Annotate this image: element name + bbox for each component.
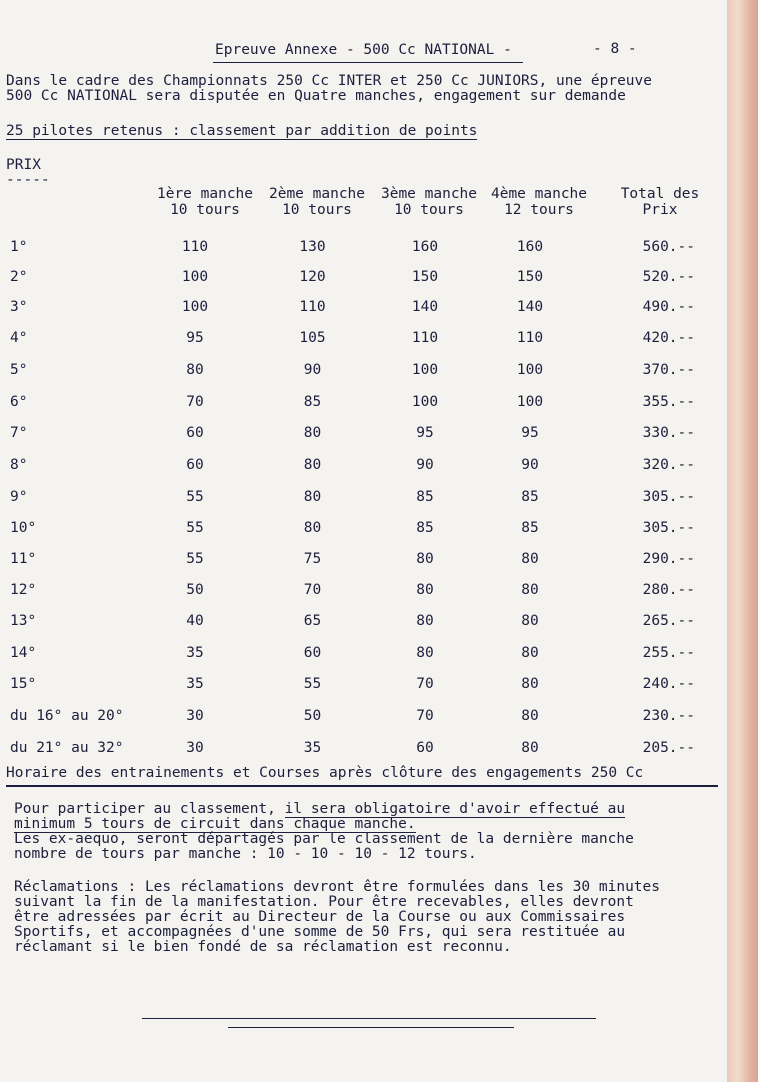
row-m4: 140	[516, 299, 544, 315]
row-total: 290.--	[642, 551, 695, 567]
row-m3: 85	[416, 489, 434, 505]
row-total: 370.--	[642, 362, 695, 378]
row-m1: 60	[186, 425, 204, 441]
row-m3: 80	[416, 582, 434, 598]
row-m2: 130	[299, 239, 326, 255]
row-m1: 100	[181, 269, 209, 285]
row-m3: 85	[416, 520, 434, 536]
row-total: 520.--	[642, 269, 695, 285]
row-m3: 80	[416, 551, 434, 567]
row-m3: 90	[416, 457, 434, 473]
row-m1: 55	[186, 489, 204, 505]
row-m2: 85	[303, 394, 322, 410]
row-m2: 90	[303, 362, 322, 378]
row-m4: 150	[516, 269, 544, 285]
row-m3: 80	[416, 613, 434, 629]
row-place: 8°	[10, 457, 28, 473]
row-place: 12°	[10, 582, 37, 598]
row-total: 490.--	[642, 299, 695, 315]
column-header-3: 3ème manche	[380, 186, 478, 202]
row-m2: 80	[303, 489, 322, 505]
row-m1: 30	[186, 740, 204, 756]
selection-rule: 25 pilotes retenus : classement par addition de points	[6, 123, 478, 139]
row-m4: 80	[521, 582, 539, 598]
row-place: 4°	[10, 330, 28, 346]
column-subheader-5: Prix	[642, 202, 678, 218]
row-m4: 80	[521, 708, 539, 724]
row-m1: 60	[186, 457, 204, 473]
row-total: 560.--	[642, 239, 695, 255]
row-m2: 60	[303, 645, 322, 661]
classement-line-4: nombre de tours par manche : 10 - 10 - 10 - 12 tours.	[14, 846, 477, 862]
row-place: 7°	[10, 425, 28, 441]
horaire-underline	[6, 785, 718, 787]
row-m1: 80	[186, 362, 204, 378]
classement-line-3: Les ex-aequo, seront départagés par le classement de la dernière manche	[14, 831, 634, 847]
row-m4: 95	[521, 425, 539, 441]
horaire-heading: Horaire des entrainements et Courses après clôture des engagements 250 Cc	[6, 765, 644, 781]
row-m2: 75	[303, 551, 322, 567]
row-place: 1°	[10, 239, 28, 255]
row-place: 11°	[10, 551, 37, 567]
row-m2: 80	[303, 457, 322, 473]
row-m2: 35	[303, 740, 322, 756]
classement-line-2: minimum 5 tours de circuit dans chaque manche.	[14, 816, 416, 832]
row-total: 255.--	[642, 645, 695, 661]
column-header-1: 1ère manche	[156, 186, 254, 202]
reclamations-line-4: Sportifs, et accompagnées d'une somme de 50 Frs, qui sera restituée au	[14, 924, 626, 940]
row-m3: 60	[416, 740, 434, 756]
row-m1: 30	[186, 708, 204, 724]
closing-rule-1	[142, 1018, 596, 1019]
row-m2: 55	[303, 676, 322, 692]
row-place: 5°	[10, 362, 28, 378]
reclamations-line-1: Réclamations : Les réclamations devront être formulées dans les 30 minutes	[14, 879, 661, 895]
row-m4: 80	[521, 645, 539, 661]
row-m4: 80	[521, 551, 539, 567]
row-m3: 150	[411, 269, 439, 285]
row-total: 280.--	[642, 582, 695, 598]
page-header-title: Epreuve Annexe - 500 Cc NATIONAL -	[215, 42, 512, 58]
reclamations-line-2: suivant la fin de la manifestation. Pour être recevables, elles devront	[14, 894, 634, 910]
classement-line-1-text: Pour participer au classement,	[14, 801, 285, 817]
column-header-5: Total des	[620, 186, 700, 202]
row-m2: 105	[299, 330, 326, 346]
header-underline	[213, 62, 523, 63]
row-m3: 160	[411, 239, 439, 255]
row-m1: 35	[186, 676, 204, 692]
classement-line-1-emphasis: il sera obligatoire d'avoir effectué au	[284, 801, 626, 817]
row-total: 230.--	[642, 708, 695, 724]
row-place: 6°	[10, 394, 28, 410]
row-total: 330.--	[642, 425, 695, 441]
row-m3: 95	[416, 425, 434, 441]
row-m4: 100	[516, 362, 544, 378]
row-place: du 16° au 20°	[10, 708, 124, 724]
row-place: 9°	[10, 489, 28, 505]
row-m1: 50	[186, 582, 204, 598]
row-m4: 100	[516, 394, 544, 410]
row-total: 265.--	[642, 613, 695, 629]
prix-dashes: -----	[6, 172, 50, 188]
row-m2: 80	[303, 520, 322, 536]
row-place: du 21° au 32°	[10, 740, 124, 756]
row-place: 10°	[10, 520, 37, 536]
prix-label: PRIX	[6, 157, 41, 173]
row-m2: 50	[303, 708, 322, 724]
row-place: 2°	[10, 269, 28, 285]
row-m1: 35	[186, 645, 204, 661]
row-m4: 160	[516, 239, 544, 255]
row-m4: 80	[521, 676, 539, 692]
row-m2: 80	[303, 425, 322, 441]
row-m2: 110	[299, 299, 326, 315]
row-m4: 85	[521, 489, 539, 505]
column-subheader-4: 12 tours	[504, 202, 574, 218]
row-m1: 95	[186, 330, 204, 346]
row-m2: 65	[303, 613, 322, 629]
row-m3: 110	[411, 330, 439, 346]
row-total: 240.--	[642, 676, 695, 692]
row-place: 14°	[10, 645, 37, 661]
row-place: 13°	[10, 613, 37, 629]
row-m4: 110	[516, 330, 544, 346]
reclamations-line-5: réclamant si le bien fondé de sa réclamation est reconnu.	[14, 939, 512, 955]
row-m1: 110	[181, 239, 209, 255]
classement-line-1	[14, 802, 625, 817]
reclamations-line-3: être adressées par écrit au Directeur de la Course ou aux Commissaires	[14, 909, 626, 925]
column-subheader-1: 10 tours	[170, 202, 240, 218]
intro-line-2: 500 Cc NATIONAL sera disputée en Quatre manches, engagement sur demande	[6, 88, 626, 104]
row-total: 320.--	[642, 457, 695, 473]
row-m3: 70	[416, 676, 434, 692]
column-subheader-3: 10 tours	[394, 202, 464, 218]
row-m2: 120	[299, 269, 326, 285]
column-subheader-2: 10 tours	[282, 202, 352, 218]
row-place: 15°	[10, 676, 37, 692]
row-m4: 80	[521, 613, 539, 629]
row-m3: 140	[411, 299, 439, 315]
row-m3: 80	[416, 645, 434, 661]
column-header-2: 2ème manche	[268, 186, 366, 202]
row-m1: 40	[186, 613, 204, 629]
row-m4: 80	[521, 740, 539, 756]
row-total: 305.--	[642, 489, 695, 505]
row-m1: 55	[186, 520, 204, 536]
row-total: 355.--	[642, 394, 695, 410]
page-edge	[727, 0, 758, 1082]
row-m4: 90	[521, 457, 539, 473]
row-m1: 70	[186, 394, 204, 410]
row-total: 305.--	[642, 520, 695, 536]
row-m2: 70	[303, 582, 322, 598]
row-m3: 100	[411, 394, 439, 410]
row-total: 420.--	[642, 330, 695, 346]
row-m4: 85	[521, 520, 539, 536]
row-m3: 100	[411, 362, 439, 378]
intro-line-1: Dans le cadre des Championnats 250 Cc INTER et 250 Cc JUNIORS, une épreuve	[6, 73, 653, 89]
row-total: 205.--	[642, 740, 695, 756]
row-m1: 100	[181, 299, 209, 315]
column-header-4: 4ème manche	[490, 186, 588, 202]
closing-rule-2	[228, 1027, 514, 1028]
row-m1: 55	[186, 551, 204, 567]
row-place: 3°	[10, 299, 28, 315]
row-m3: 70	[416, 708, 434, 724]
page-number: - 8 -	[593, 41, 637, 57]
